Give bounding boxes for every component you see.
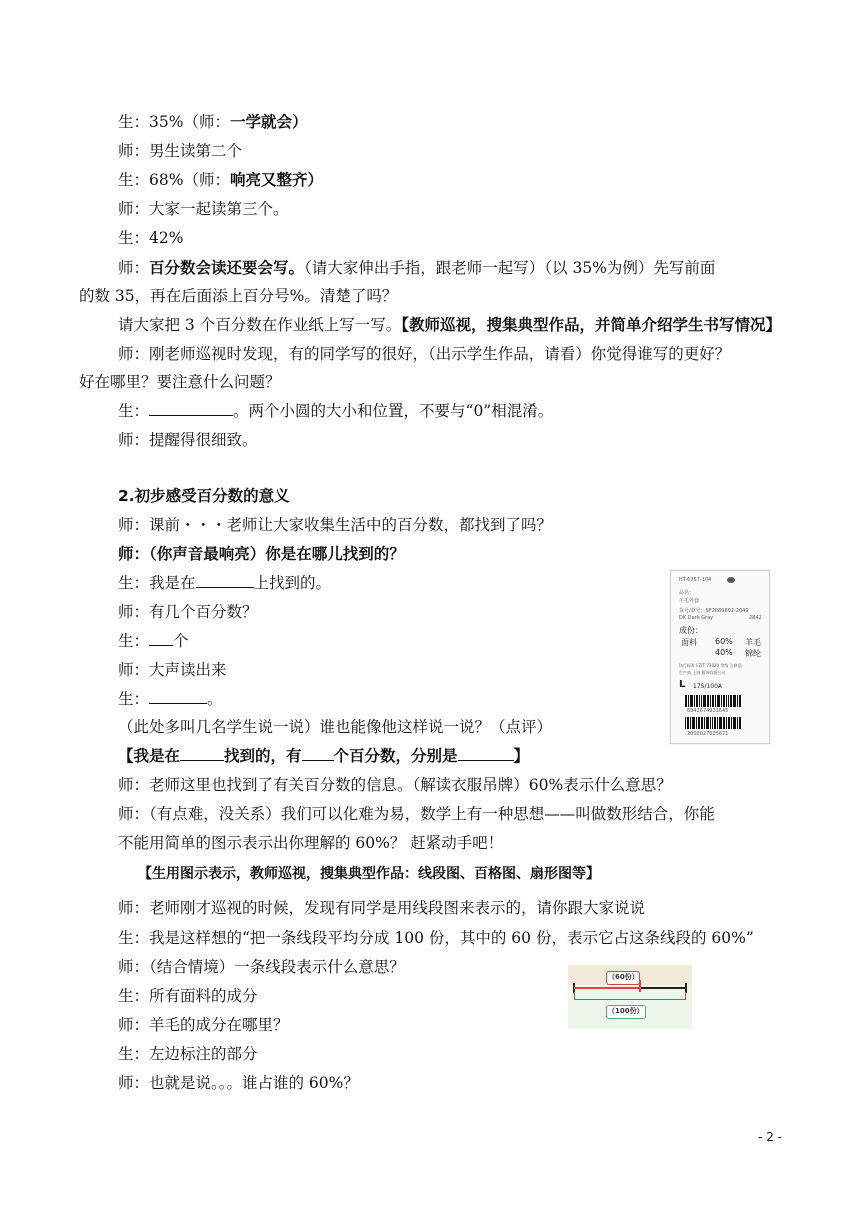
barcode-graphic	[685, 717, 741, 729]
fill-blank	[458, 746, 514, 761]
page-number: - 2 -	[758, 1130, 782, 1144]
dialogue-line: 生：42%	[118, 229, 184, 247]
segment-highlight	[574, 987, 640, 989]
tag-hole-icon	[727, 577, 735, 583]
dialogue-line: 师：有几个百分数？	[118, 603, 258, 621]
dialogue-line: 不能用简单的图示表示出你理解的 60%？ 赶紧动手吧！	[118, 834, 504, 852]
clothing-tag-image: HT-6357-104 品名： 羊毛外套 货号/款号：SF2089602-2049 DK Dark Gray 2842 成份： 面料 60% 羊毛 40% 锦纶 执行标准 FZ/T 73020 等级 合格品 生产商 上海 服饰有限公司 L 175/100A 6942674931645 2000027025671	[670, 570, 770, 744]
dialogue-line: 师：羊毛的成分在哪里？	[118, 1016, 289, 1034]
dialogue-line: 师：课前・・・老师让大家收集生活中的百分数，都找到了吗？	[118, 516, 553, 534]
dialogue-line: 好在哪里？要注意什么问题？	[79, 373, 281, 391]
dialogue-line: 师：刚老师巡视时发现，有的同学写的很好，（出示学生作品，请看）你觉得谁写的更好？	[118, 345, 731, 363]
dialogue-line: 师：百分数会读还要会写。（请大家伸出手指，跟老师一起写）（以 35%为例）先写前面	[118, 259, 716, 277]
dialogue-line: 师：（有点难，没关系）我们可以化难为易，数学上有一种思想——叫做数形结合，你能	[118, 805, 715, 823]
dialogue-line: 师：（你声音最响亮）你是在哪儿找到的？	[118, 545, 405, 563]
dialogue-line: 的数 35，再在后面添上百分号%。清楚了吗？	[79, 287, 398, 305]
dialogue-line: 师：大声读出来	[118, 661, 227, 679]
dialogue-line: 师：大家一起读第三个。	[118, 200, 289, 218]
dialogue-line: 生：左边标注的部分	[118, 1045, 258, 1063]
dialogue-line: 师：老师这里也找到了有关百分数的信息。（解读衣服吊牌）60%表示什么意思？	[118, 776, 672, 794]
dialogue-line: 请大家把 3 个百分数在作业纸上写一写。【教师巡视，搜集典型作品，并简单介绍学生书写情况】	[118, 316, 781, 334]
dialogue-line: 师：老师刚才巡视的时候，发现有同学是用线段图来表示的，请你跟大家说说	[118, 899, 646, 917]
dialogue-line: 师：也就是说。。。谁占谁的 60%？	[118, 1074, 359, 1092]
dialogue-line: 生： 。两个小圆的大小和位置，不要与“0”相混淆。	[118, 402, 554, 420]
teaching-note: 【生用图示表示，教师巡视，搜集典型作品：线段图、百格图、扇形图等】	[138, 866, 600, 882]
dialogue-line: 师：提醒得很细致。	[118, 431, 258, 449]
dialogue-line: 师：男生读第二个	[118, 142, 243, 160]
dialogue-line: 生：68%（师：响亮又整齐）	[118, 171, 323, 189]
segment-diagram-image: （60份） （100份）	[568, 965, 692, 1029]
dialogue-line: 师：（结合情境）一条线段表示什么意思？	[118, 958, 405, 976]
fill-blank	[149, 689, 207, 704]
section-heading: 2.初步感受百分数的意义	[118, 487, 290, 505]
dialogue-line: 生：所有面料的成分	[118, 987, 258, 1005]
fill-blank	[149, 631, 173, 646]
dialogue-line: 生： 。	[118, 690, 223, 708]
fill-blank	[149, 401, 233, 416]
barcode-graphic	[685, 695, 741, 707]
dialogue-line: 生：我是在 上找到的。	[118, 574, 332, 592]
dialogue-line: （此处多叫几名学生说一说）谁也能像他这样说一说？（点评）	[118, 718, 553, 736]
fill-blank	[302, 746, 334, 761]
dialogue-line: 生：我是这样想的“把一条线段平均分成 100 份，其中的 60 份，表示它占这条线段的 60%”	[118, 929, 754, 947]
fill-blank	[180, 746, 224, 761]
dialogue-line: 生：35%（师：一学就会）	[118, 113, 308, 131]
dialogue-line: 【我是在 找到的，有 个百分数，分别是 】	[118, 747, 530, 765]
dialogue-line: 生： 个	[118, 632, 189, 650]
fill-blank	[196, 573, 254, 588]
